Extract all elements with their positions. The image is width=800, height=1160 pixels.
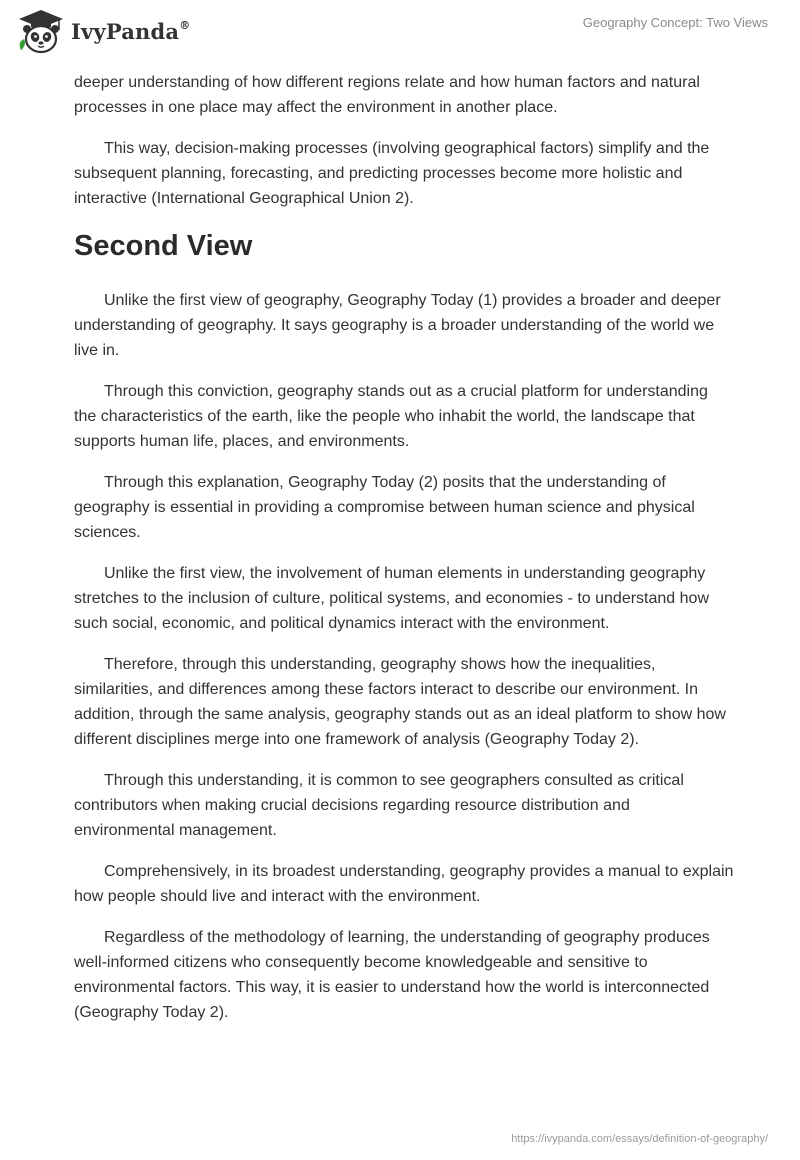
ivypanda-logo[interactable] <box>15 8 190 54</box>
paragraph: Therefore, through this understanding, geography shows how the inequalities, similarities, and differences among these factors interact to describe our environment. In addition, through the same analysis, geography stands out as an ideal platform to show how different disciplines merge into one framework of analysis (Geography Today 2). <box>74 656 726 748</box>
logo-wordmark: IvyPanda® <box>71 18 191 44</box>
paragraph: Regardless of the methodology of learning, the understanding of geography produces well-informed citizens who consequently become knowledgeable and sensitive to environmental factors. This way, it is easier to understand how the world is interconnected (Geography Today 2). <box>74 929 710 1021</box>
paragraph: Through this understanding, it is common to see geographers consulted as critical contributors when making crucial decisions regarding resource distribution and environmental management. <box>74 772 684 839</box>
essay-body <box>74 70 734 1041</box>
paragraph-continued: deeper understanding of how different regions relate and how human factors and natural processes in one place may affect the environment in another place. <box>74 74 700 116</box>
paragraph: This way, decision-making processes (involving geographical factors) simplify and the subsequent planning, forecasting, and predicting processes become more holistic and interactive (International Geographical Union 2). <box>74 140 710 207</box>
paragraph: Through this explanation, Geography Today (2) posits that the understanding of geography is essential in providing a compromise between human science and physical sciences. <box>74 474 695 541</box>
page-header <box>0 0 800 70</box>
paragraph: Unlike the first view of geography, Geography Today (1) provides a broader and deeper understanding of geography. It says geography is a broader understanding of the world we live in. <box>74 292 721 359</box>
section-heading: Second View <box>74 230 253 262</box>
paragraph: Unlike the first view, the involvement of human elements in understanding geography stretches to the inclusion of culture, political systems, and economies - to understand how such social, economic, and political dynamics interact with the environment. <box>74 565 709 632</box>
paragraph: Comprehensively, in its broadest understanding, geography provides a manual to explain how people should live and interact with the environment. <box>74 863 734 905</box>
paragraph: Through this conviction, geography stands out as a crucial platform for understanding the characteristics of the earth, like the people who inhabit the world, the landscape that supports human life, places, and environments. <box>74 383 708 450</box>
document-title: Geography Concept: Two Views <box>582 15 768 30</box>
source-url-link[interactable]: https://ivypanda.com/essays/definition-of-geography/ <box>511 1133 768 1145</box>
panda-graduate-icon <box>15 8 67 54</box>
